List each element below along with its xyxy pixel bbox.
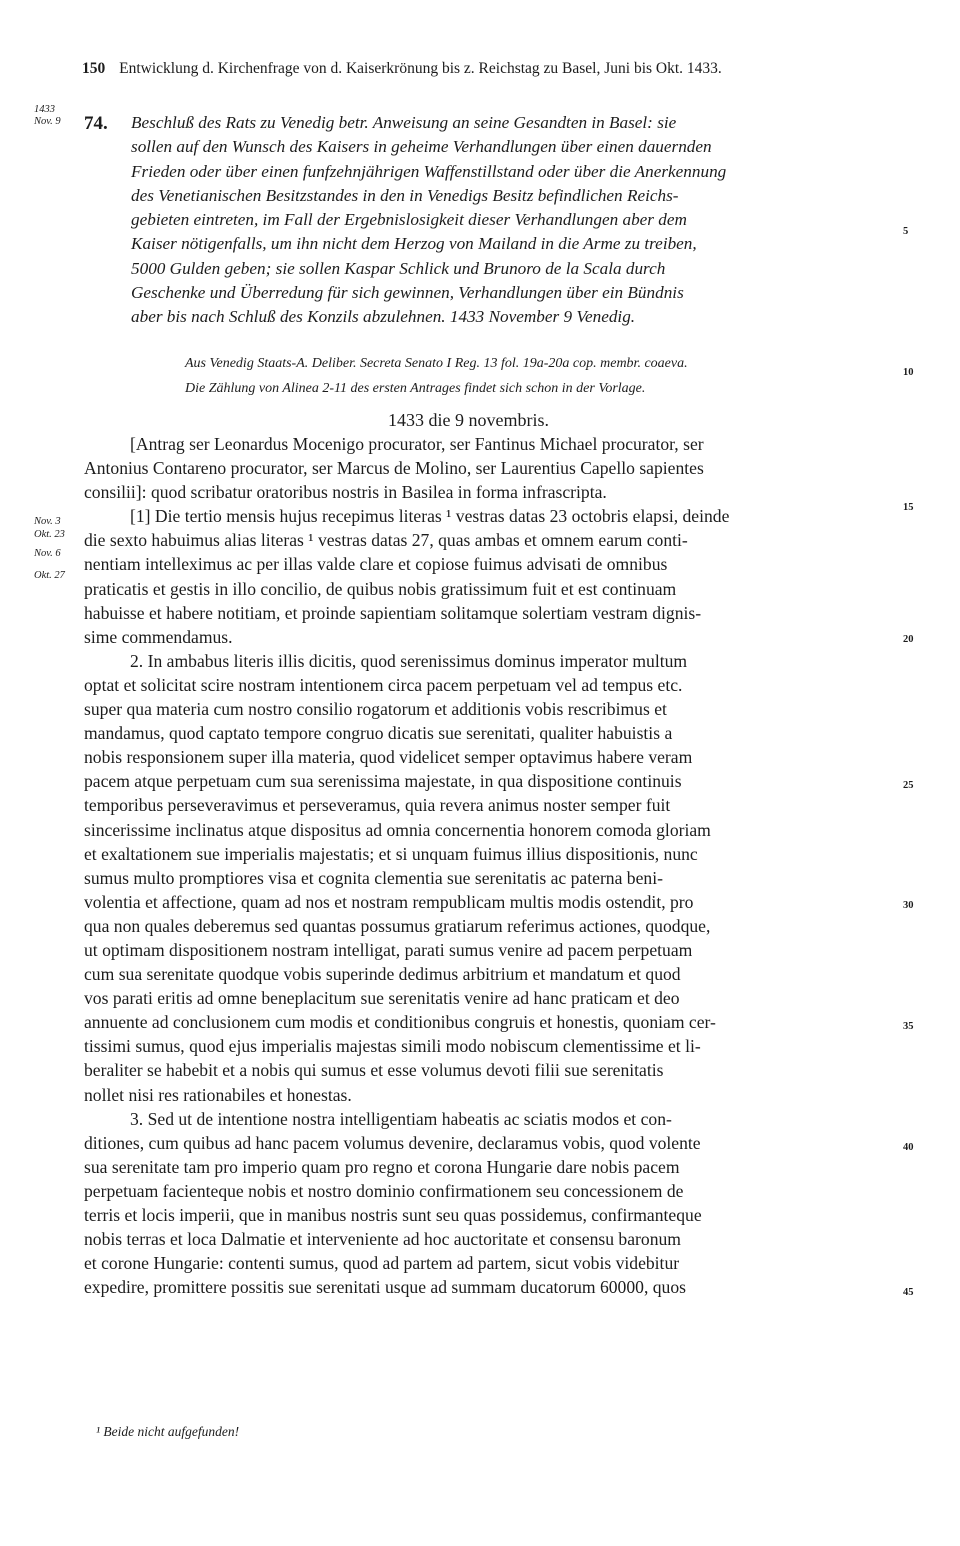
line-number: 15	[903, 502, 914, 513]
body-line: et exaltationem sue imperialis majestatis; et si unquam fuimus illius dispositionis, nunc	[84, 843, 698, 864]
body-line: terris et locis imperii, que in manibus nostris sunt seu quas possidemus, confirmanteque	[84, 1205, 702, 1225]
regest-line: aber bis nach Schluß des Konzils abzulehnen. 1433 November 9 Venedig.	[131, 307, 636, 327]
line-number: 30	[903, 900, 914, 911]
body-line: 3. Sed ut de intentione nostra intelligentiam habeatis ac sciatis modos et con-	[130, 1108, 672, 1129]
body-line: qua non quales deberemus sed quantas possumus gratiarum referimus actiones, quodque,	[84, 915, 711, 936]
entry-number: 74.	[84, 113, 108, 134]
regest-summary	[131, 111, 901, 330]
body-line: nollet nisi res rationabiles et honestas.	[84, 1084, 352, 1105]
entry-date-margin	[34, 104, 86, 128]
entry-date-year: 1433	[34, 104, 55, 115]
body-line: consilii]: quod scribatur oratoribus nostris in Basilea in forma infrascripta.	[84, 482, 607, 503]
margin-date-note: Okt. 27	[34, 570, 65, 581]
body-line: nobis responsionem super illa materia, quod videlicet semper optavimus habere veram	[84, 747, 693, 768]
body-line: [Antrag ser Leonardus Mocenigo procurator, ser Fantinus Michael procurator, ser	[130, 434, 704, 454]
regest-line: Geschenke und Überredung für sich gewinnen, Verhandlungen über ein Bündnis	[131, 283, 684, 303]
line-number: 20	[903, 634, 914, 645]
regest-line: des Venetianischen Besitzstandes in den in Venedigs Besitz befindlichen Reichs-	[131, 185, 679, 205]
body-line: beraliter se habebit et a nobis qui sumus et esse volumus devoti filii sue serenitatis	[84, 1060, 664, 1081]
margin-date-note: Nov. 3	[34, 516, 61, 527]
body-line: sincerissime inclinatus atque dispositus ad omnia concernentia honorem comoda gloriam	[84, 819, 711, 840]
body-line: pacem atque perpetuam cum sua serenissima majestate, in qua dispositione continuis	[84, 771, 682, 792]
line-number: 25	[903, 780, 914, 791]
body-line: ut optimam dispositionem nostram intelligat, parati sumus venire ad pacem perpetuam	[84, 939, 693, 960]
margin-date-note: Nov. 6	[34, 548, 61, 559]
source-note: Die Zählung von Alinea 2-11 des ersten Antrages findet sich schon in der Vorlage.	[185, 381, 646, 396]
body-line: temporibus perseveravimus et perseveramus, quia revera animus noster semper fuit	[84, 795, 671, 816]
document-body	[84, 432, 898, 1299]
body-line: die sexto habuimus alias literas ¹ vestras datas 27, quas ambas et omnem earum conti-	[84, 530, 688, 551]
regest-line: gebieten eintreten, im Fall der Ergebnislosigkeit dieser Verhandlungen aber dem	[131, 210, 687, 230]
body-line: 2. In ambabus literis illis dicitis, quod serenissimus dominus imperator multum	[130, 650, 688, 671]
line-number: 45	[903, 1287, 914, 1298]
body-line: [1] Die tertio mensis hujus recepimus literas ¹ vestras datas 23 octobris elapsi, deinde	[130, 506, 730, 527]
regest-line: 5000 Gulden geben; sie sollen Kaspar Schlick und Brunoro de la Scala durch	[131, 258, 666, 278]
body-line: sua serenitate tam pro imperio quam pro regno et corona Hungarie dare nobis pacem	[84, 1156, 680, 1177]
regest-line: Frieden oder über einen funfzehnjährigen Waffenstillstand oder über die Anerkennung	[131, 161, 727, 181]
footnote: ¹ Beide nicht aufgefunden!	[96, 1424, 240, 1439]
line-number: 5	[903, 226, 909, 237]
body-line: praticatis et gestis in illo concilio, de quibus nobis gratissimum fuit et est continuam	[84, 578, 677, 599]
document-dateline: 1433 die 9 novembris.	[388, 410, 549, 430]
body-line: mandamus, quod captato tempore congruo dicatis sue serenitati, qualiter habuistis a	[84, 723, 673, 744]
entry-date-day: Nov. 9	[34, 116, 61, 127]
body-line: tissimi sumus, quod ejus imperialis majestas simili modo nobiscum clementissime et li-	[84, 1036, 701, 1057]
margin-date-note: Okt. 23	[34, 529, 65, 540]
regest-line: sollen auf den Wunsch des Kaisers in geheime Verhandlungen über einen dauernden	[131, 137, 712, 157]
body-line: perpetuam facienteque nobis et nostro dominio confirmationem seu concessionem de	[84, 1180, 684, 1201]
source-citation: Aus Venedig Staats-A. Deliber. Secreta Senato I Reg. 13 fol. 19a-20a cop. membr. coaeva.	[185, 356, 688, 371]
running-title: Entwicklung d. Kirchenfrage von d. Kaiserkrönung bis z. Reichstag zu Basel, Juni bis Okt. 1433.	[119, 60, 722, 77]
body-line: optat et solicitat scire nostram intentionem circa pacem perpetuam vel ad tempus etc.	[84, 674, 683, 695]
body-line: et corone Hungarie: contenti sumus, quod ad partem ad partem, sicut vobis videbitur	[84, 1253, 680, 1274]
body-line: sumus multo promptiores visa et cognita clementia sue serenitatis ac paterna beni-	[84, 867, 663, 888]
body-line: Antonius Contareno procurator, ser Marcus de Molino, ser Laurentius Capello sapientes	[84, 458, 704, 479]
regest-line: Beschluß des Rats zu Venedig betr. Anweisung an seine Gesandten in Basel: sie	[131, 113, 677, 132]
regest-line: Kaiser nötigenfalls, um ihn nicht dem Herzog von Mailand in die Arme zu treiben,	[131, 234, 697, 254]
body-line: annuente ad conclusionem cum modis et conditionibus congruis et honestis, quoniam cer-	[84, 1012, 716, 1033]
body-line: expedire, promittere possitis sue serenitati usque ad summam ducatorum 60000, quos	[84, 1277, 686, 1298]
body-line: volentia et affectione, quam ad nos et nostram rempublicam multis modis ostendit, pro	[84, 891, 694, 912]
page-number: 150	[82, 60, 106, 77]
line-number: 10	[903, 367, 914, 378]
line-number: 35	[903, 1021, 914, 1032]
body-line: nobis terras et loca Dalmatie et interveniente ad hoc auctoritate et consensu baronum	[84, 1229, 681, 1250]
body-line: ditiones, cum quibus ad hanc pacem volumus devenire, declaramus vobis, quod volente	[84, 1132, 701, 1153]
body-line: sime commendamus.	[84, 626, 233, 647]
body-line: habuisse et habere notitiam, et proinde sapientiam solitamque solertiam vestram dignis-	[84, 602, 702, 623]
body-line: nentiam intelleximus ac per illas valde clare et copiose fuimus advisati de omnibus	[84, 554, 668, 575]
body-line: super qua materia cum nostro consilio rogatorum et additionis vobis rescribimus et	[84, 699, 667, 720]
running-head	[82, 60, 902, 78]
line-number: 40	[903, 1142, 914, 1153]
body-line: vos parati eritis ad omne beneplacitum sue serenitatis venire ad hanc praticam et deo	[84, 988, 680, 1009]
body-line: cum sua serenitate quodque vobis superinde dedimus arbitrium et mandatum et quod	[84, 964, 681, 985]
